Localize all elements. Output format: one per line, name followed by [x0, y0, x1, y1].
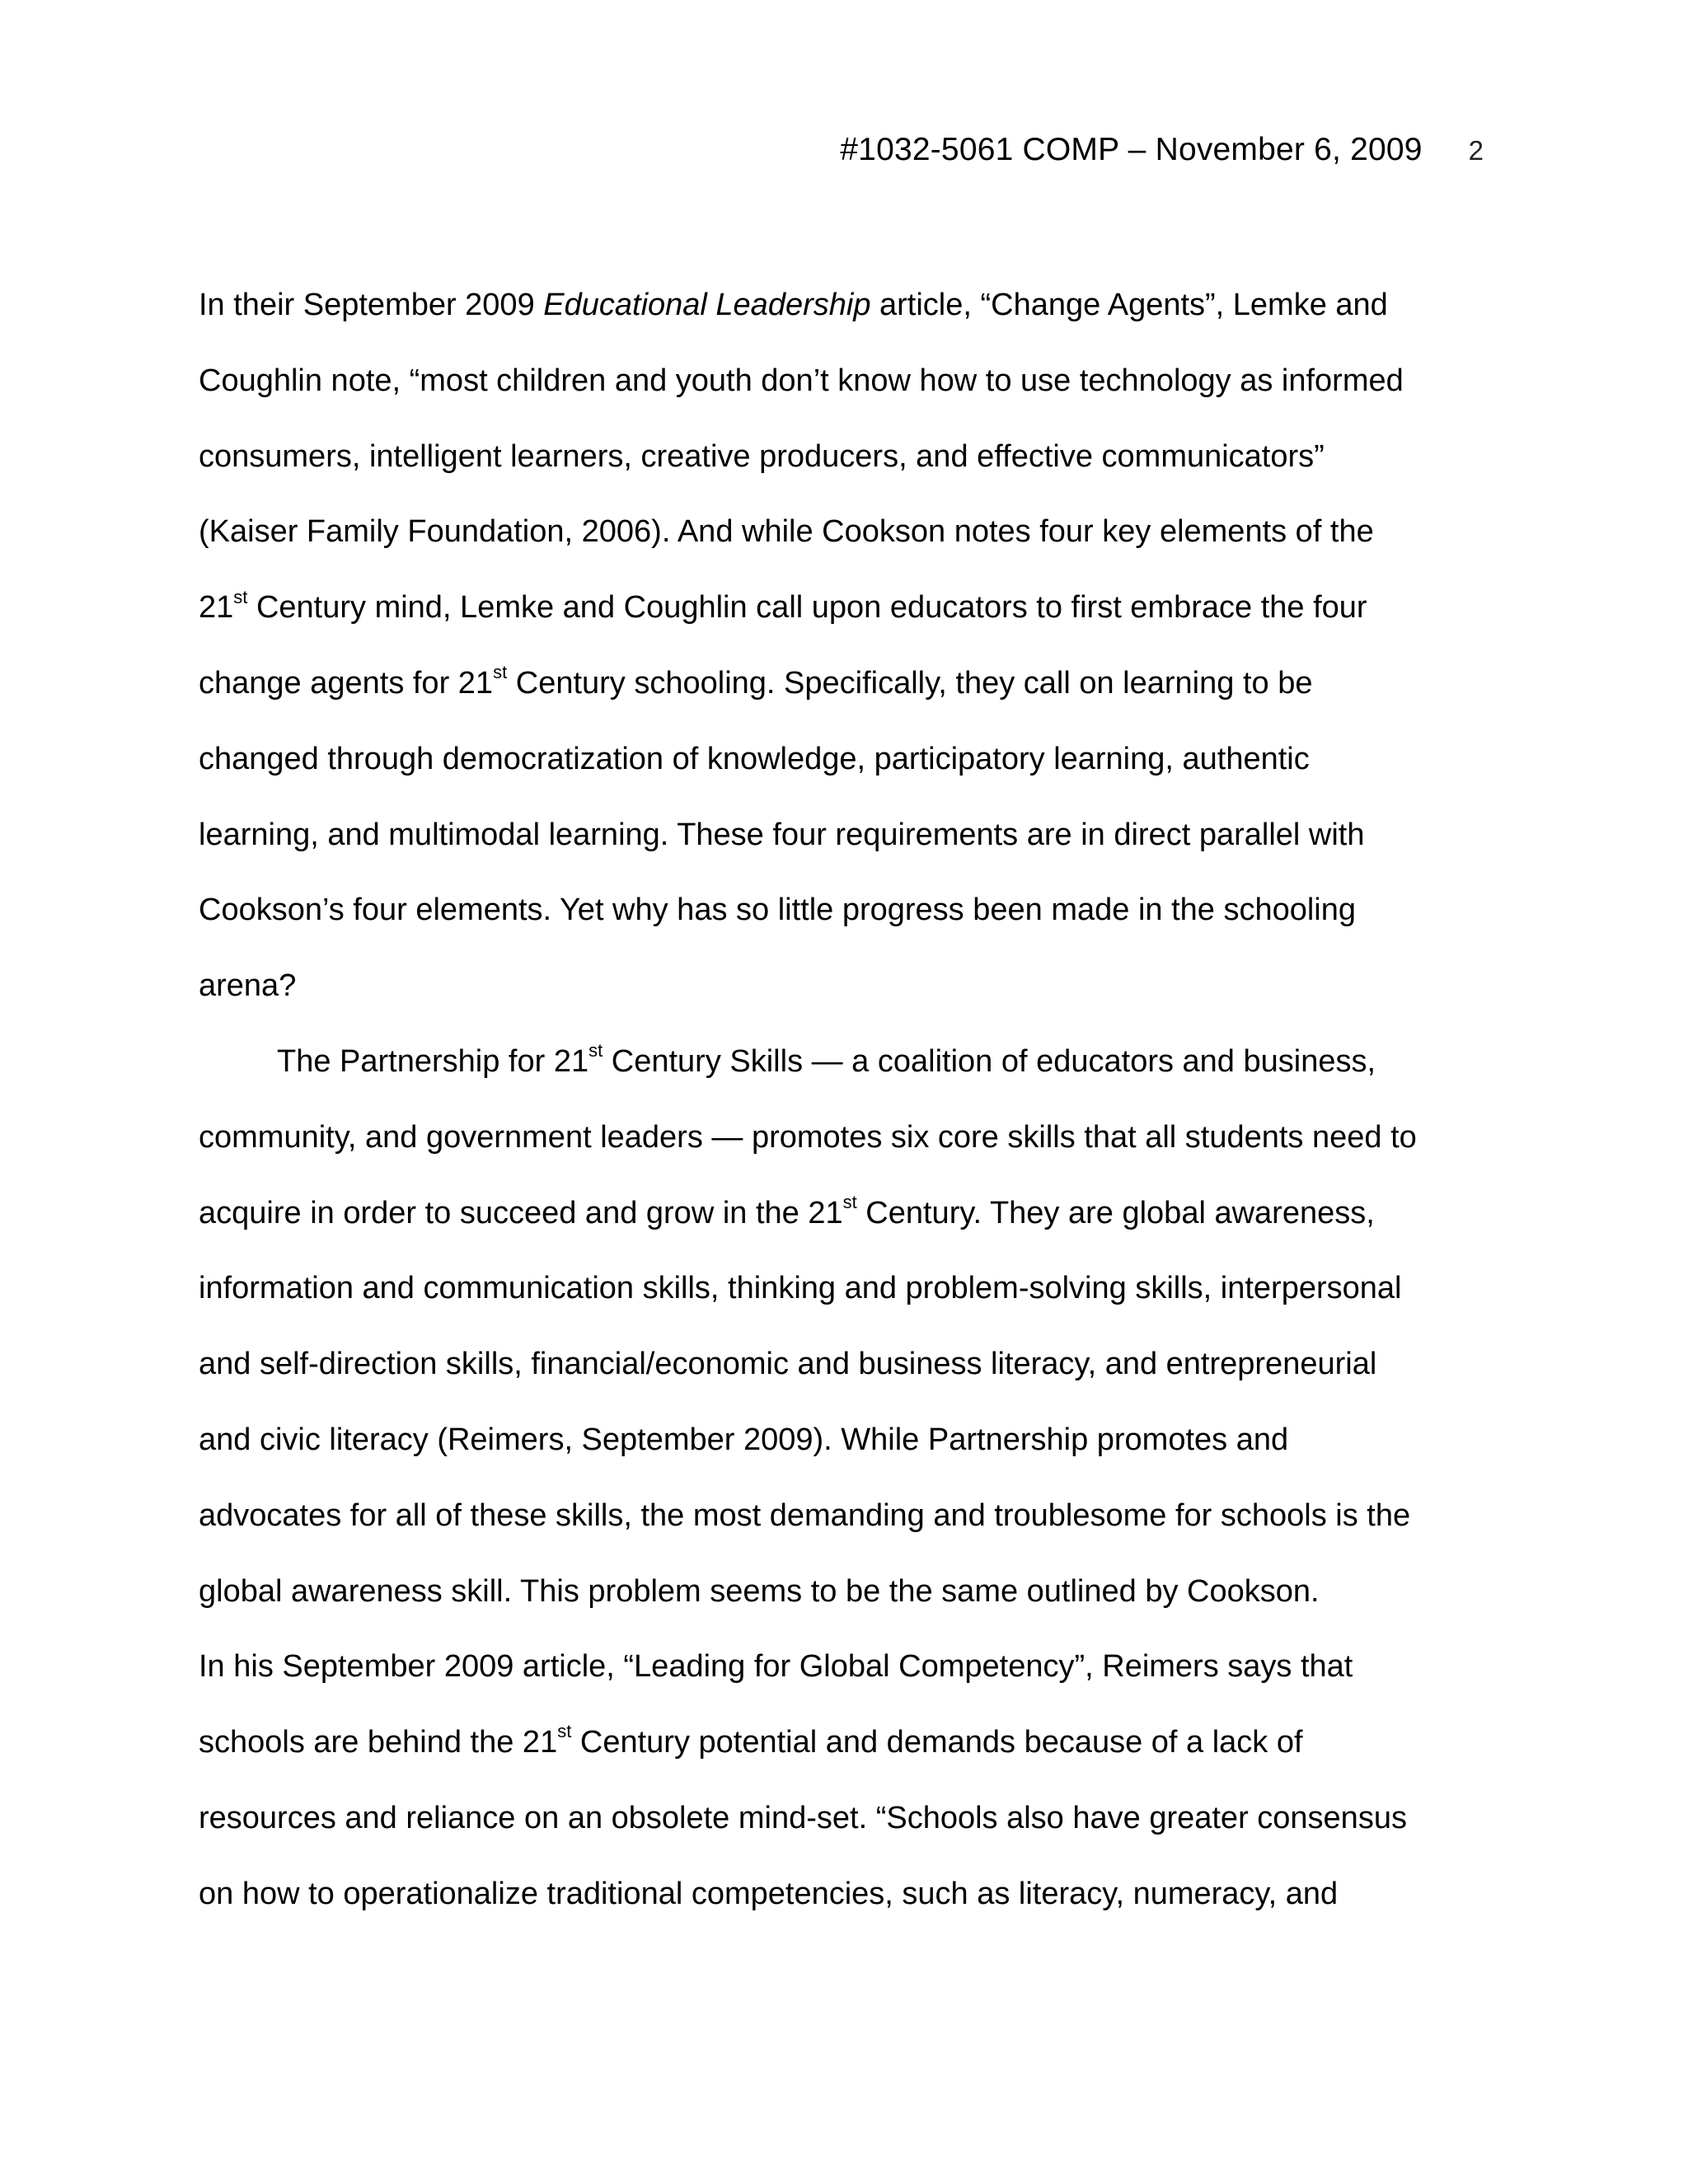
page-header	[840, 132, 1484, 168]
text-line: and civic literacy (Reimers, September 2009). While Partnership promotes and	[199, 1422, 1289, 1457]
text-line: on how to operationalize traditional competencies, such as literacy, numeracy, and	[199, 1876, 1339, 1911]
text-line	[199, 570, 1484, 646]
text-run: change agents for 21	[199, 665, 494, 701]
text-line: community, and government leaders — promotes six core skills that all students need to	[199, 1119, 1417, 1155]
text-run: Century mind, Lemke and Coughlin call upon educators to first embrace the four	[247, 590, 1367, 626]
text-line: (Kaiser Family Foundation, 2006). And while Cookson notes four key elements of the	[199, 514, 1374, 550]
text-run: Century. They are global awareness,	[856, 1195, 1375, 1230]
text-line: advocates for all of these skills, the most demanding and troublesome for schools is the	[199, 1497, 1411, 1533]
text-run: In their September 2009	[199, 288, 544, 322]
ordinal-superscript: st	[842, 1191, 857, 1212]
header-text: #1032-5061 COMP – November 6, 2009	[840, 132, 1423, 167]
text-run: Century Skills — a coalition of educators and business,	[603, 1043, 1376, 1079]
text-line	[199, 1176, 1484, 1252]
ordinal-superscript: st	[493, 662, 508, 683]
text-line	[199, 1024, 1484, 1100]
text-line: Coughlin note, “most children and youth don’t know how to use technology as informed	[199, 363, 1404, 398]
text-line	[199, 268, 1484, 344]
text-run: Century schooling. Specifically, they call on learning to be	[507, 665, 1313, 701]
ordinal-superscript: st	[557, 1721, 572, 1742]
page-number: 2	[1468, 135, 1484, 166]
ordinal-superscript: st	[233, 586, 248, 607]
text-line	[199, 646, 1484, 722]
journal-title: Educational Leadership	[543, 288, 871, 322]
text-line: changed through democratization of knowledge, participatory learning, authentic	[199, 741, 1310, 776]
text-line: global awareness skill. This problem seems to be the same outlined by Cookson.	[199, 1573, 1320, 1609]
text-line: information and communication skills, thinking and problem-solving skills, interpersonal	[199, 1271, 1402, 1306]
text-line: consumers, intelligent learners, creative producers, and effective communicators”	[199, 438, 1325, 474]
text-run: acquire in order to succeed and grow in the 21	[199, 1195, 843, 1230]
text-run: schools are behind the 21	[199, 1725, 558, 1760]
ordinal-superscript: st	[588, 1040, 603, 1062]
text-run: article, “Change Agents”, Lemke and	[870, 288, 1388, 322]
text-line: Cookson’s four elements. Yet why has so little progress been made in the schooling	[199, 893, 1357, 928]
text-line: and self-direction skills, financial/economic and business literacy, and entrepreneurial	[199, 1347, 1377, 1382]
text-run: 21	[199, 590, 234, 626]
text-line	[199, 1705, 1484, 1781]
text-line: arena?	[199, 968, 297, 1004]
text-line: resources and reliance on an obsolete mind-set. “Schools also have greater consensus	[199, 1800, 1407, 1835]
text-line: learning, and multimodal learning. These four requirements are in direct parallel with	[199, 817, 1365, 852]
text-line: In his September 2009 article, “Leading for Global Competency”, Reimers says that	[199, 1649, 1353, 1685]
text-run: The Partnership for 21	[277, 1043, 589, 1079]
text-run: Century potential and demands because of a lack of	[571, 1725, 1303, 1760]
body-text	[199, 268, 1484, 1933]
